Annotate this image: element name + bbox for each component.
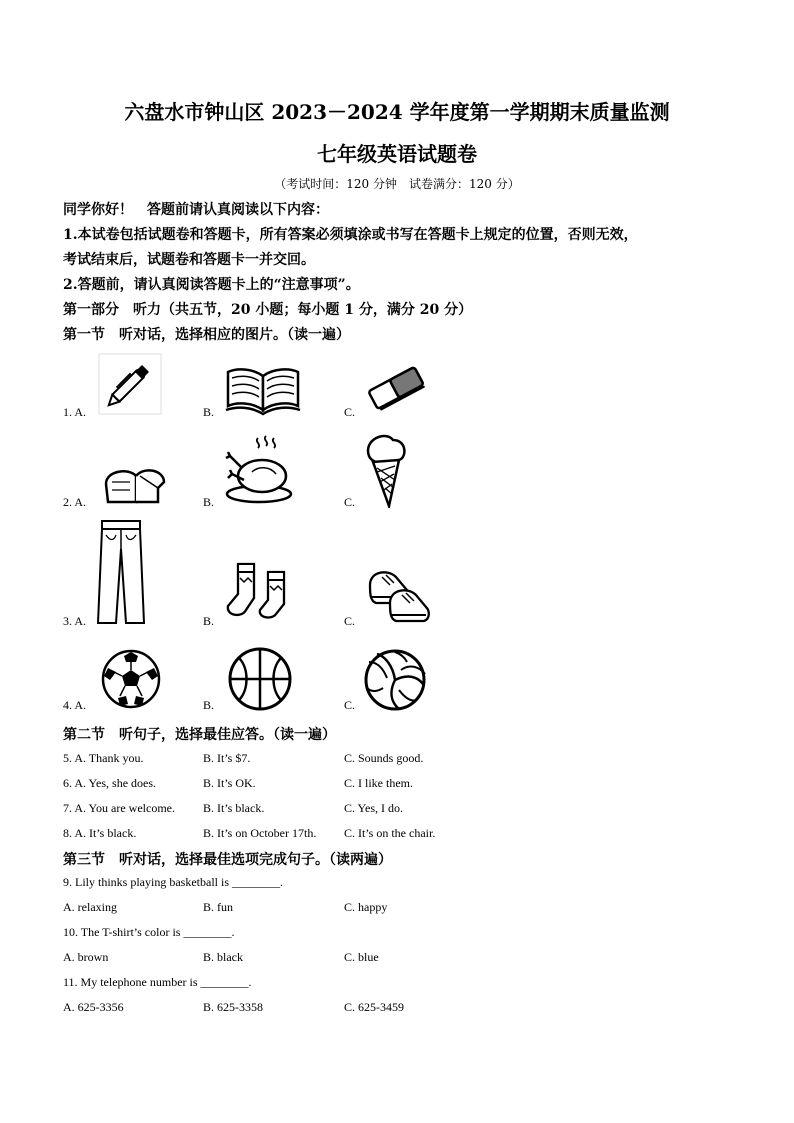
ice-cream-icon bbox=[363, 430, 409, 508]
part1-heading: 第一部分 听力（共五节，20 小题；每小题 1 分，满分 20 分） bbox=[63, 302, 473, 318]
q10-option-c: C. blue bbox=[344, 950, 379, 964]
q1-option-c-label: C. bbox=[344, 405, 356, 419]
notice-item2: 2.答题前，请认真阅读答题卡上的“注意事项”。 bbox=[63, 277, 360, 293]
book-icon bbox=[224, 366, 302, 416]
notice-item1-line1: 1.本试卷包括试题卷和答题卡，所有答案必须填涂或书写在答题卡上规定的位置，否则无效， bbox=[63, 227, 638, 243]
q7-option-b: B. It’s black. bbox=[203, 801, 265, 815]
q9-option-c: C. happy bbox=[344, 900, 388, 914]
basketball-icon bbox=[227, 646, 293, 712]
q11-option-b: B. 625-3358 bbox=[203, 1000, 263, 1014]
q3-option-b-label: B. bbox=[203, 614, 215, 628]
q3-option-a-label: 3. A. bbox=[63, 614, 87, 628]
q5-option-b: B. It’s $7. bbox=[203, 751, 251, 765]
section2-heading: 第二节 听句子，选择最佳应答。（读一遍） bbox=[63, 727, 336, 743]
soccer-ball-icon bbox=[100, 648, 162, 710]
q1-option-a-label: 1. A. bbox=[63, 405, 87, 419]
q9-stem: 9. Lily thinks playing basketball is ________. bbox=[63, 875, 283, 889]
section3-heading: 第三节 听对话，选择最佳选项完成句子。（读两遍） bbox=[63, 852, 392, 868]
q6-option-c: C. I like them. bbox=[344, 776, 413, 790]
pen-icon bbox=[98, 353, 162, 415]
section1-heading: 第一节 听对话，选择相应的图片。（读一遍） bbox=[63, 327, 350, 343]
exam-info: （考试时间：120 分钟 试卷满分：120 分） bbox=[274, 177, 520, 191]
q3-option-c-label: C. bbox=[344, 614, 356, 628]
q10-option-b: B. black bbox=[203, 950, 243, 964]
pants-icon bbox=[96, 519, 146, 627]
q2-option-b-label: B. bbox=[203, 495, 215, 509]
q9-option-b: B. fun bbox=[203, 900, 233, 914]
exam-subtitle: 七年级英语试题卷 bbox=[317, 142, 477, 166]
q2-option-a-label: 2. A. bbox=[63, 495, 87, 509]
q7-option-a: 7. A. You are welcome. bbox=[63, 801, 175, 815]
shoes-icon bbox=[366, 563, 434, 625]
chicken-icon bbox=[224, 432, 294, 504]
q8-option-a: 8. A. It’s black. bbox=[63, 826, 137, 840]
bread-icon bbox=[100, 462, 168, 506]
q7-option-c: C. Yes, I do. bbox=[344, 801, 404, 815]
q8-option-b: B. It’s on October 17th. bbox=[203, 826, 317, 840]
socks-icon bbox=[224, 560, 296, 620]
q11-stem: 11. My telephone number is ________. bbox=[63, 975, 252, 989]
volleyball-icon bbox=[363, 648, 427, 712]
q11-option-c: C. 625-3459 bbox=[344, 1000, 404, 1014]
q5-option-c: C. Sounds good. bbox=[344, 751, 424, 765]
notice-item1-line2: 考试结束后，试题卷和答题卡一并交回。 bbox=[63, 252, 315, 268]
q4-option-b-label: B. bbox=[203, 698, 215, 712]
q4-option-a-label: 4. A. bbox=[63, 698, 87, 712]
q9-option-a: A. relaxing bbox=[63, 900, 117, 914]
q10-option-a: A. brown bbox=[63, 950, 109, 964]
eraser-icon bbox=[364, 362, 428, 414]
q10-stem: 10. The T-shirt’s color is ________. bbox=[63, 925, 235, 939]
q2-option-c-label: C. bbox=[344, 495, 356, 509]
q11-option-a: A. 625-3356 bbox=[63, 1000, 124, 1014]
q1-option-b-label: B. bbox=[203, 405, 215, 419]
exam-title: 六盘水市钟山区 2023－2024 学年度第一学期期末质量监测 bbox=[124, 100, 670, 124]
q6-option-b: B. It’s OK. bbox=[203, 776, 256, 790]
q6-option-a: 6. A. Yes, she does. bbox=[63, 776, 157, 790]
q8-option-c: C. It’s on the chair. bbox=[344, 826, 436, 840]
q4-option-c-label: C. bbox=[344, 698, 356, 712]
notice-greeting: 同学你好！ 答题前请认真阅读以下内容： bbox=[63, 202, 329, 218]
q5-option-a: 5. A. Thank you. bbox=[63, 751, 144, 765]
